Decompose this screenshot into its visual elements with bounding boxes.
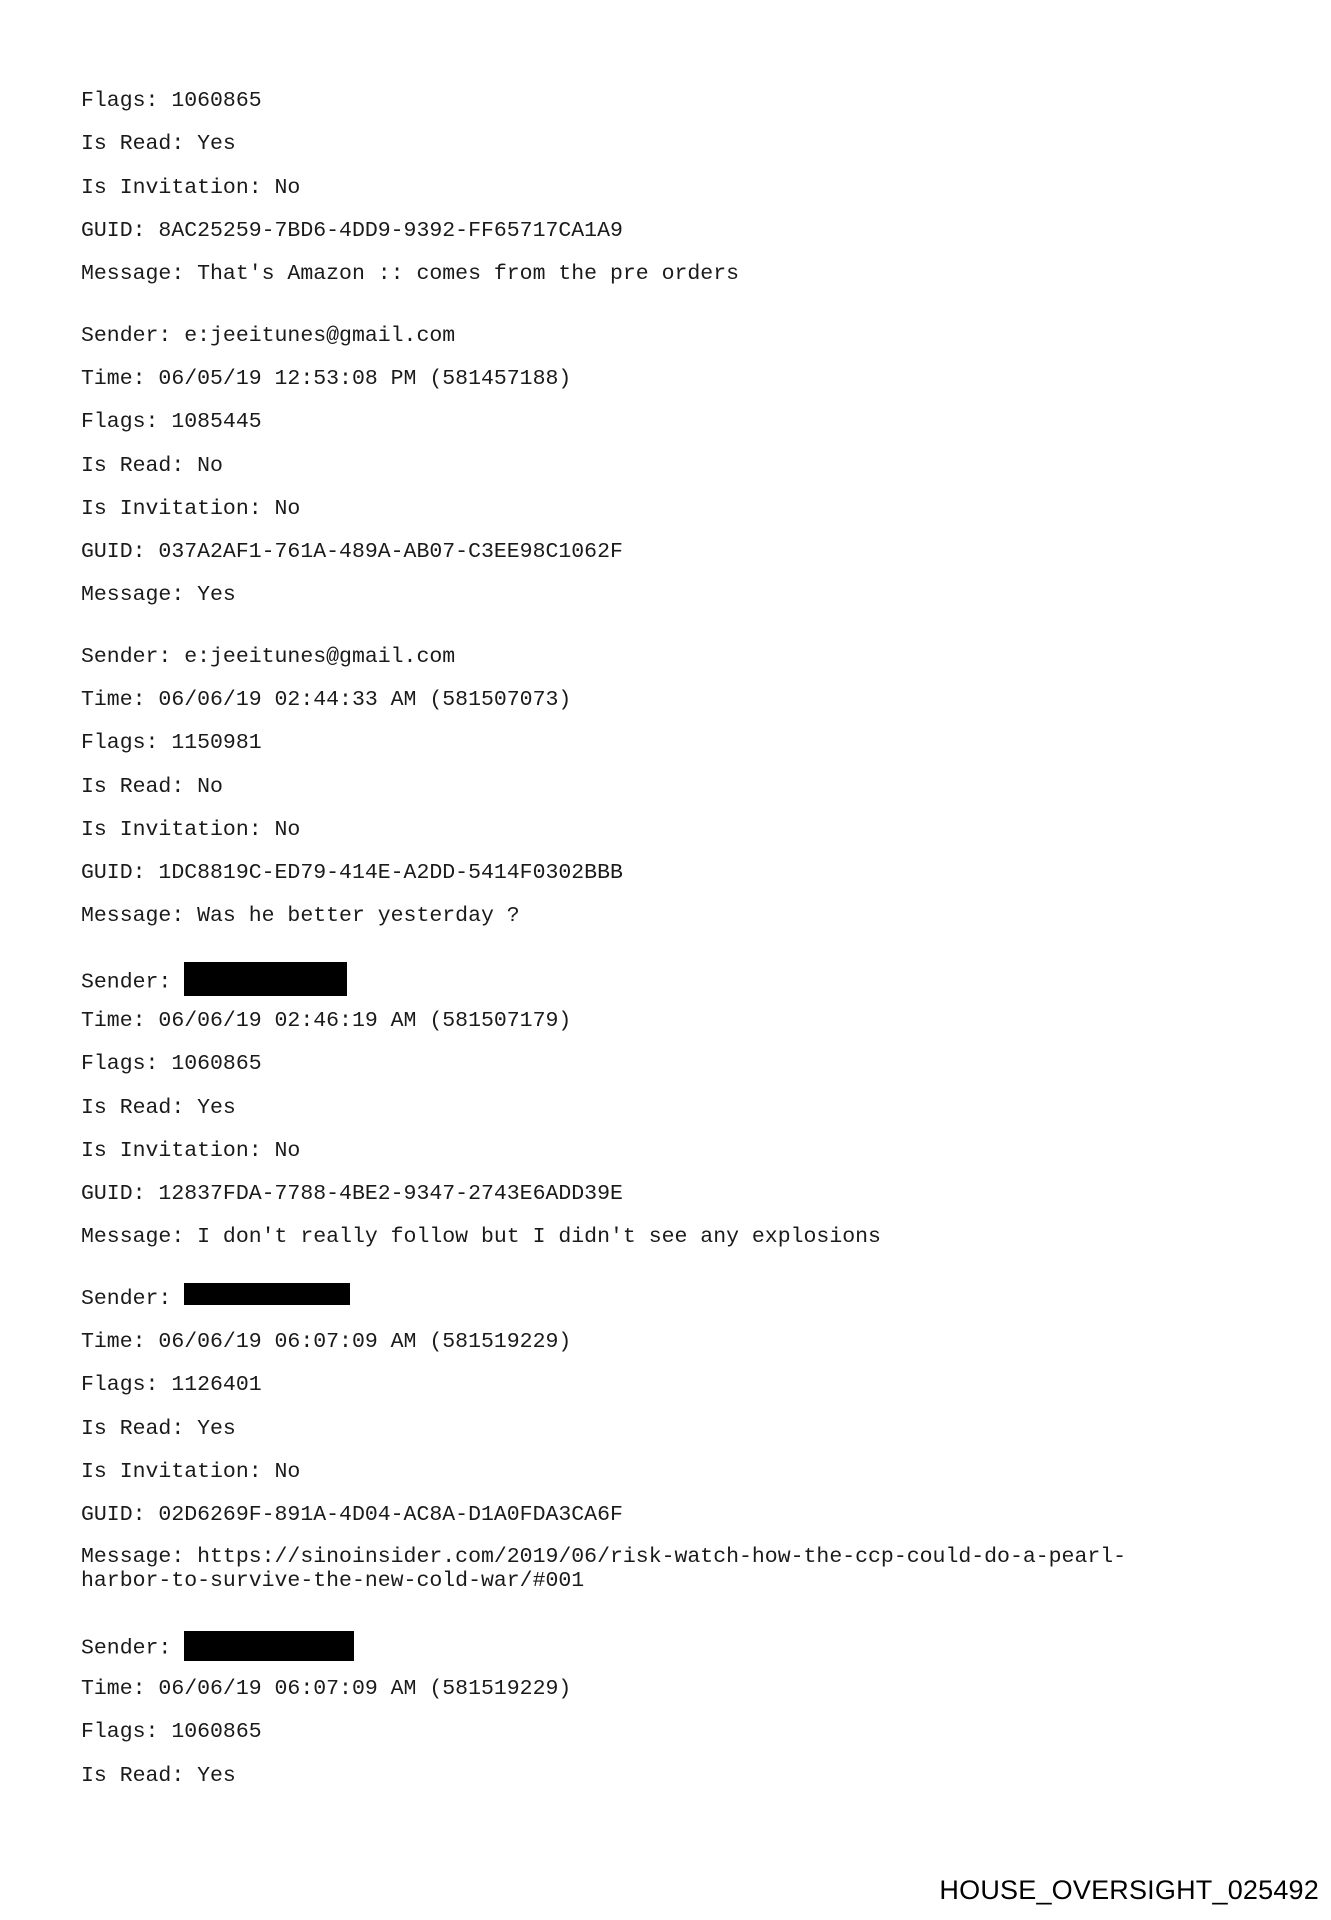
redaction-box <box>184 962 347 996</box>
record-time: Time: 06/05/19 12:53:08 PM (581457188) <box>81 367 572 391</box>
record-sender <box>81 965 347 999</box>
record-is-invitation: Is Invitation: No <box>81 1460 301 1484</box>
record-is-invitation: Is Invitation: No <box>81 1139 301 1163</box>
record-guid: GUID: 037A2AF1-761A-489A-AB07-C3EE98C1062F <box>81 540 623 564</box>
record-is-invitation: Is Invitation: No <box>81 818 301 842</box>
sender-label: Sender: <box>81 324 185 348</box>
record-time: Time: 06/06/19 02:46:19 AM (581507179) <box>81 1009 572 1033</box>
header-is-read: Is Read: Yes <box>81 132 236 156</box>
record-guid: GUID: 1DC8819C-ED79-414E-A2DD-5414F0302BBB <box>81 861 623 885</box>
record-message: Message: Was he better yesterday ? <box>81 904 520 928</box>
sender-value: e:jeeitunes@gmail.com <box>184 645 456 669</box>
record-time: Time: 06/06/19 02:44:33 AM (581507073) <box>81 688 572 712</box>
header-is-invitation: Is Invitation: No <box>81 176 301 200</box>
record-sender <box>81 1286 350 1312</box>
record-flags: Flags: 1060865 <box>81 1052 262 1076</box>
bates-number: HOUSE_OVERSIGHT_025492 <box>939 1875 1319 1905</box>
record-message: Message: Yes <box>81 583 236 607</box>
record-time: Time: 06/06/19 06:07:09 AM (581519229) <box>81 1330 572 1354</box>
record-is-read: Is Read: Yes <box>81 1417 236 1441</box>
record-is-read: Is Read: Yes <box>81 1096 236 1120</box>
sender-value: e:jeeitunes@gmail.com <box>184 324 456 348</box>
record-time: Time: 06/06/19 06:07:09 AM (581519229) <box>81 1677 572 1701</box>
record-is-read: Is Read: No <box>81 454 223 478</box>
sender-label: Sender: <box>81 970 185 995</box>
header-guid: GUID: 8AC25259-7BD6-4DD9-9392-FF65717CA1A9 <box>81 219 623 243</box>
sender-label: Sender: <box>81 645 185 669</box>
record-sender <box>81 1633 354 1663</box>
redaction-box <box>184 1283 350 1305</box>
record-flags: Flags: 1126401 <box>81 1373 262 1397</box>
sender-label: Sender: <box>81 1636 185 1661</box>
record-sender <box>81 323 455 349</box>
record-message: Message: I don't really follow but I didn't see any explosions <box>81 1225 881 1249</box>
sender-label: Sender: <box>81 1287 185 1311</box>
record-sender <box>81 644 455 670</box>
redaction-box <box>184 1631 354 1661</box>
header-flags: Flags: 1060865 <box>81 89 262 113</box>
record-flags: Flags: 1085445 <box>81 410 262 434</box>
header-message: Message: That's Amazon :: comes from the pre orders <box>81 262 740 286</box>
record-is-invitation: Is Invitation: No <box>81 497 301 521</box>
record-guid: GUID: 02D6269F-891A-4D04-AC8A-D1A0FDA3CA6F <box>81 1503 623 1527</box>
record-is-read: Is Read: No <box>81 775 223 799</box>
record-flags: Flags: 1150981 <box>81 731 262 755</box>
record-guid: GUID: 12837FDA-7788-4BE2-9347-2743E6ADD39E <box>81 1182 623 1206</box>
record-flags: Flags: 1060865 <box>81 1720 262 1744</box>
record-message: Message: https://sinoinsider.com/2019/06/risk-watch-how-the-ccp-could-do-a-pearl- harbor-to-survive-the-new-cold-war/#001 <box>81 1545 1127 1593</box>
record-is-read: Is Read: Yes <box>81 1764 236 1788</box>
